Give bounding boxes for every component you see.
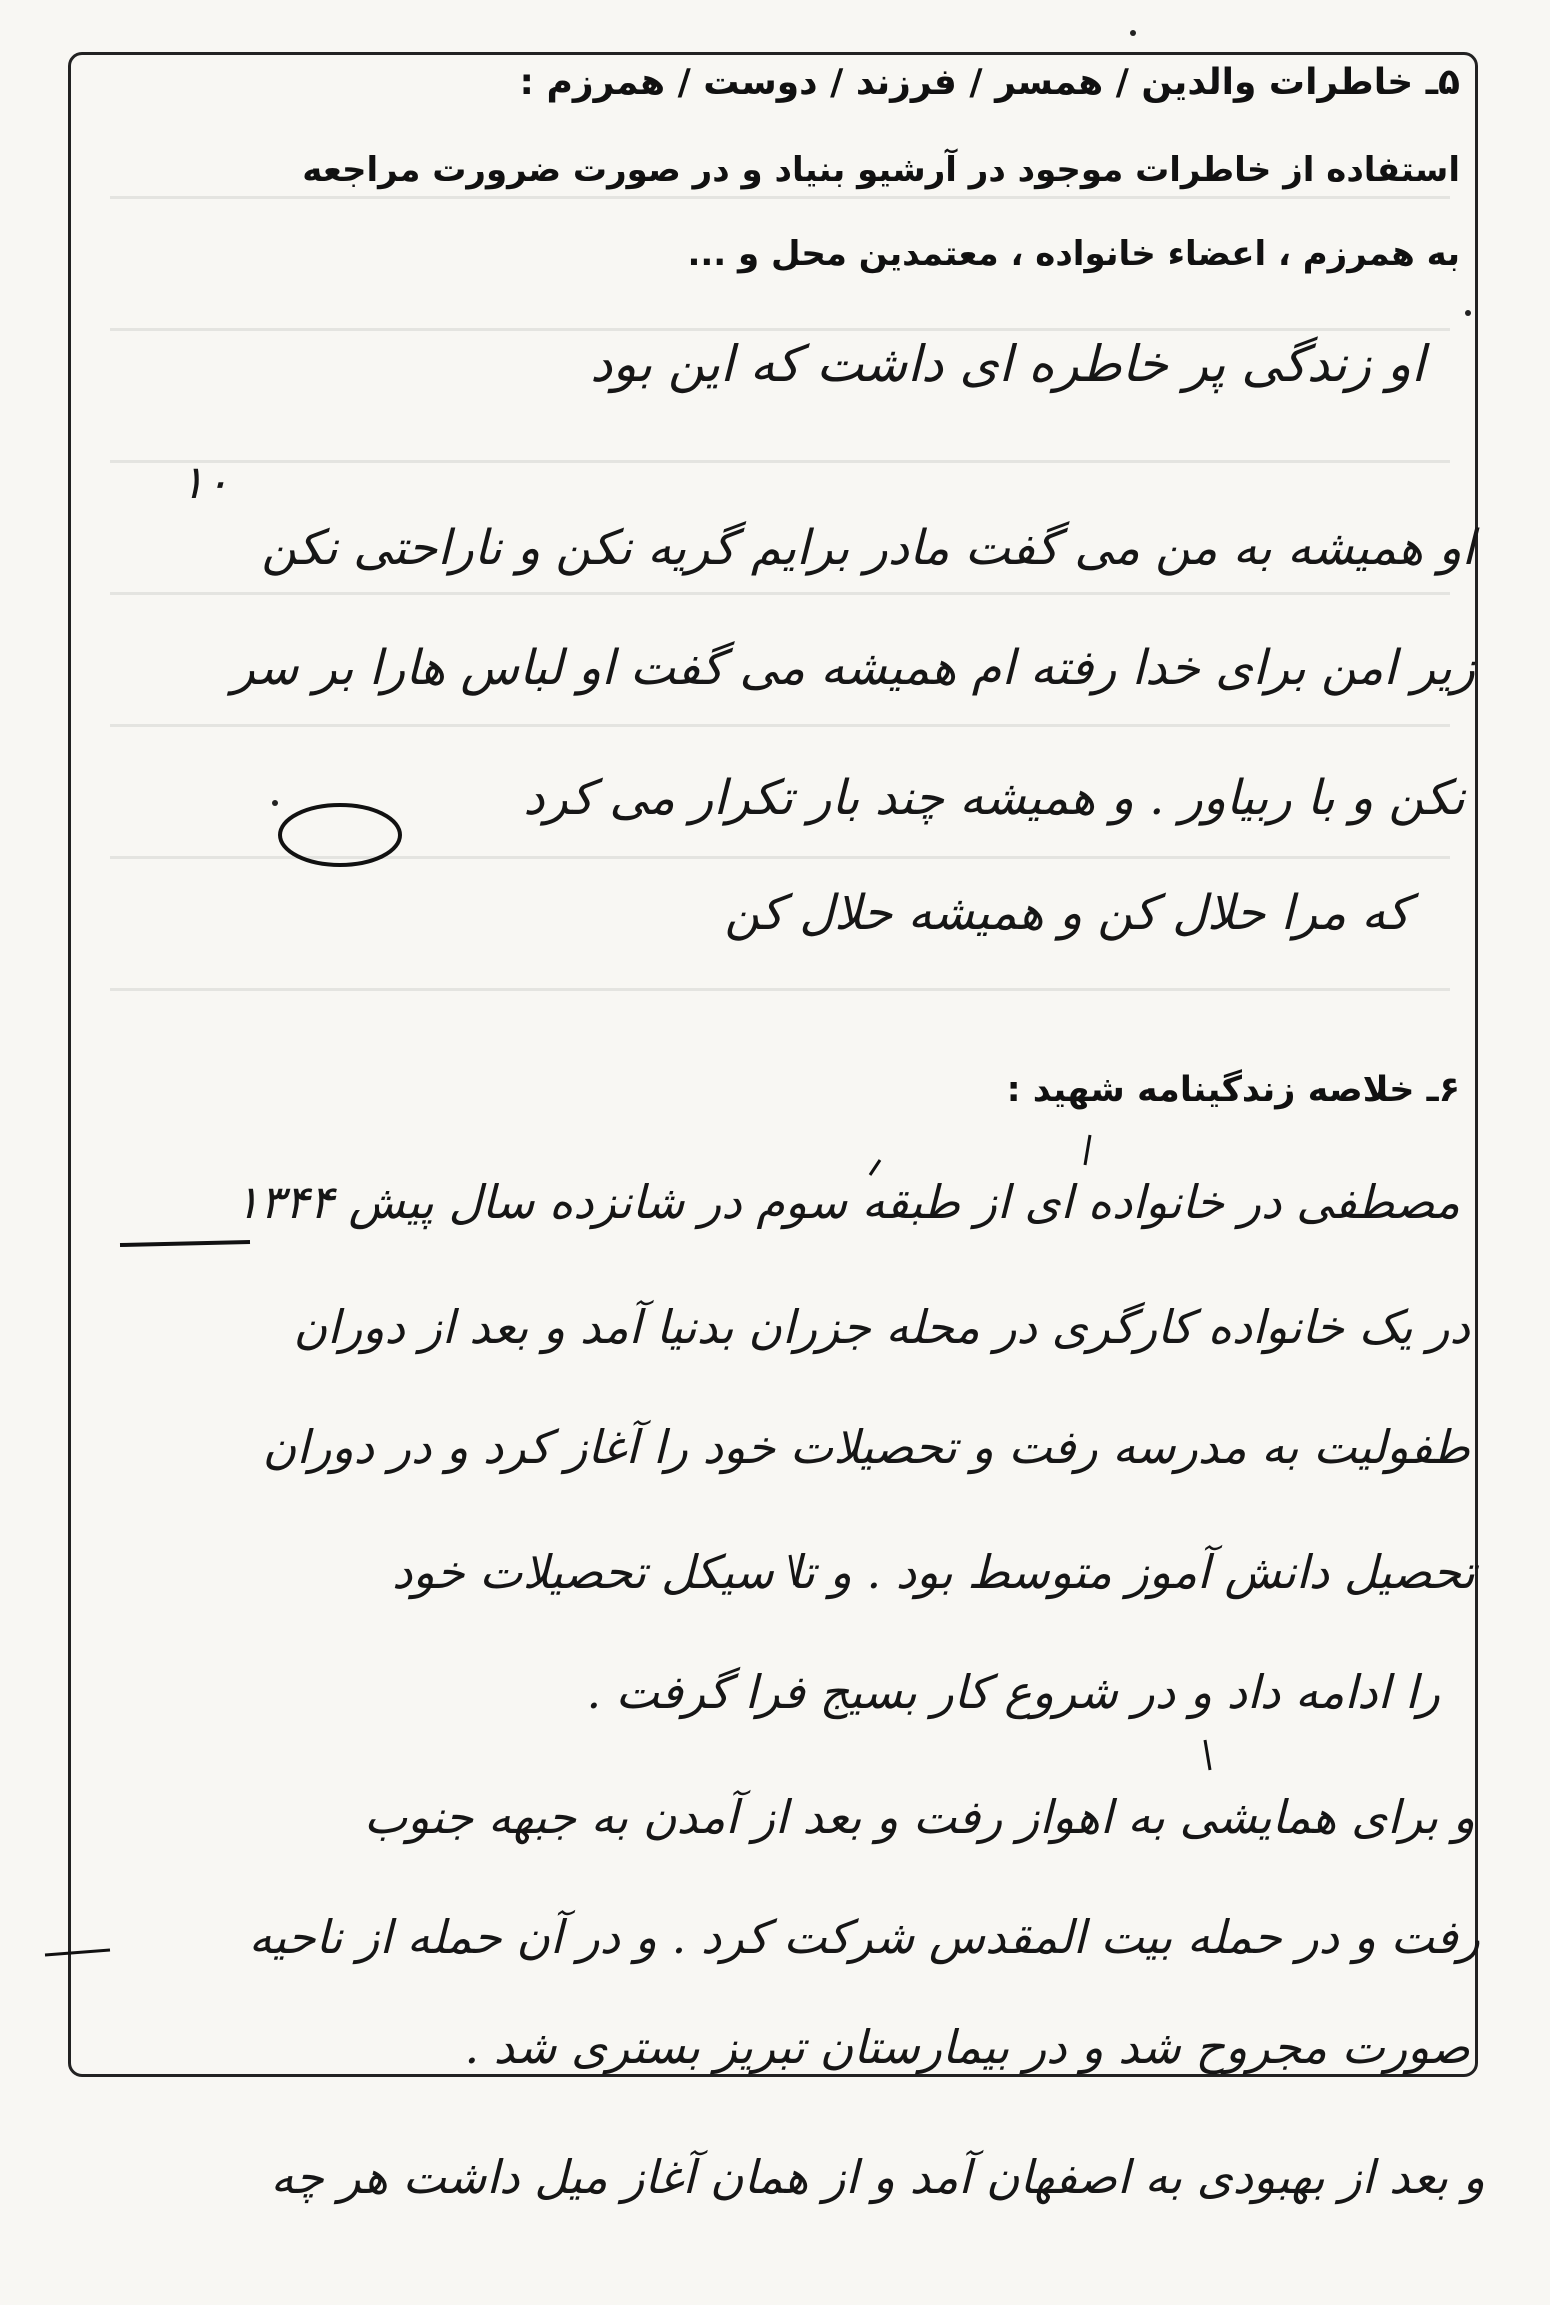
section5-instruction-line1: استفاده از خاطرات موجود در آرشیو بنیاد و در صورت ضرورت مراجعه [302,150,1460,190]
tick-mark [790,1555,795,1585]
stray-dot [1130,30,1136,36]
bio-line-2: در یک خانواده کارگری در محله جزران بدنیا آمد و بعد از دوران [293,1300,1470,1354]
bio-line-9: و بعد از بهبودی به اصفهان آمد و از همان آغاز میل داشت هر چه [270,2150,1485,2204]
bio-line-7: رفت و در حمله بیت المقدس شرکت کرد . و در آن حمله از ناحیه [248,1910,1480,1964]
bio-line-3: طفولیت به مدرسه رفت و تحصیلات خود را آغاز کرد و در دوران [262,1420,1470,1474]
section6-heading: ۶ـ خلاصه زندگینامه شهید : [1006,1070,1460,1110]
circled-correction-mark [280,805,400,865]
memoir-line-5: که مرا حلال کن و همیشه حلال کن [724,885,1410,941]
section5-instruction-line2: به همرزم ، اعضاء خانواده ، معتمدین محل و ... [687,234,1460,274]
stray-dot [1465,310,1471,316]
tick-mark [870,1160,880,1175]
tick-mark [1085,1135,1090,1165]
memoir-line-2: او همیشه به من می گفت مادر برایم گریه نکن و ناراحتی نکن [261,520,1475,576]
memoir-line-4: نکن و با ربیاور . و همیشه چند بار تکرار می کرد [523,770,1465,826]
bio-line-1: مصطفی در خانواده ای از طبقه سوم در شانزده سال پیش ۱۳۴۴ [235,1175,1460,1229]
memoir-line-1: او زندگی پر خاطره ای داشت که این بود [590,335,1425,393]
section5-heading: ۵ـ خاطرات والدین / همسر / فرزند / دوست / همرزم : [519,62,1460,103]
tick-mark [1205,1740,1210,1770]
bio-line-6: و برای همایشی به اهواز رفت و بعد از آمدن به جبهه جنوب [363,1790,1475,1844]
bio-line-4: تحصیل دانش آموز متوسط بود . و تا سیکل تحصیلات خود [392,1545,1475,1599]
bio-line-5: را ادامه داد و در شروع کار بسیج فرا گرفت . [586,1665,1440,1719]
stray-dot [272,800,278,806]
margin-number: ۱۰ [180,455,230,509]
memoir-line-3: زیر امن برای خدا رفته ام همیشه می گفت او لباس هارا بر سر [231,640,1475,696]
year-underline [120,1242,250,1245]
margin-dash-mark [45,1950,110,1955]
bio-line-8: صورت مجروح شد و در بیمارستان تبریز بستری شد . [464,2020,1470,2074]
